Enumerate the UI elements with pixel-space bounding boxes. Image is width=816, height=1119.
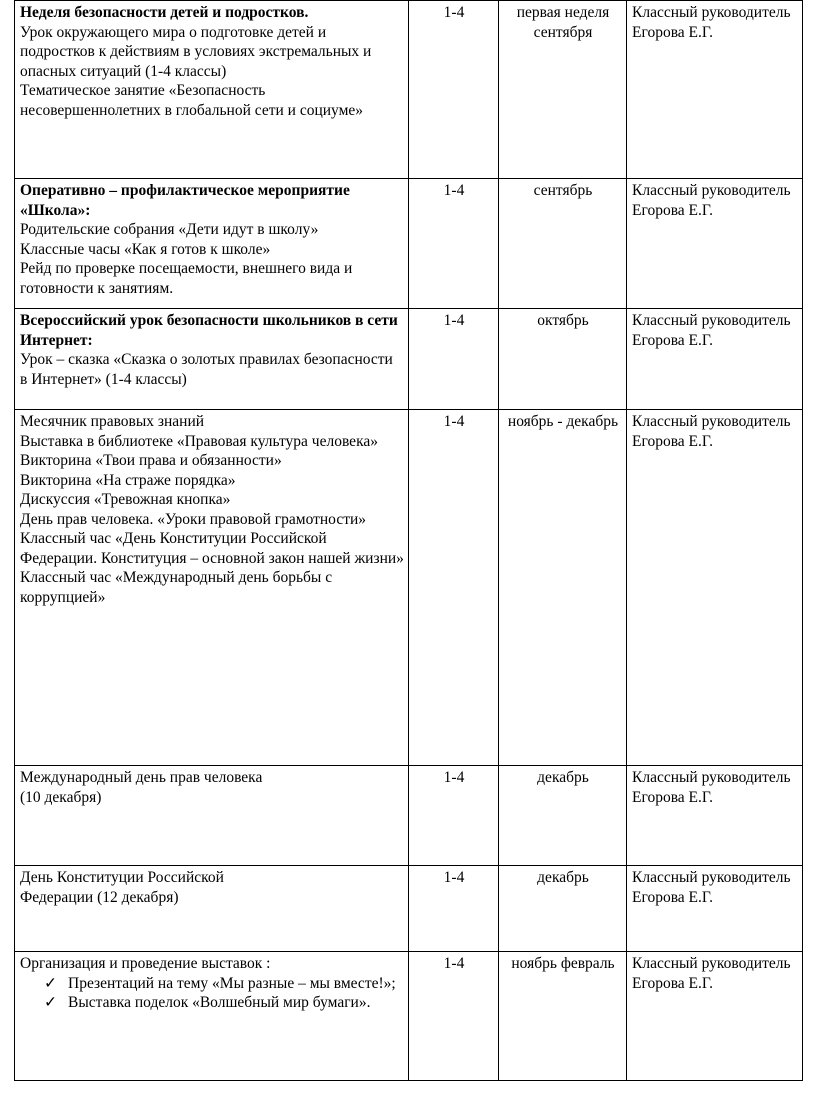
event-cell (15, 410, 409, 766)
event-cell (15, 1, 409, 179)
checkmark-icon: ✓ (44, 974, 57, 992)
grades-cell: 1-4 (409, 766, 499, 866)
event-line: Тематическое занятие «Безопасность несовершеннолетних в глобальной сети и социуме» (20, 82, 364, 119)
event-line: Федерации (12 декабря) (20, 888, 179, 906)
event-line: Классный час «Международный день борьбы с коррупцией» (20, 569, 333, 606)
event-line: Международный день прав человека (20, 769, 263, 786)
event-line: Организация и проведение выставок : (20, 955, 271, 972)
event-line: Родительские собрания «Дети идут в школу» (20, 221, 319, 238)
event-line: Выставка в библиотеке «Правовая культура человека» (20, 432, 378, 450)
event-line: Классные часы «Как я готов к школе» (20, 240, 271, 258)
grades-cell: 1-4 (409, 410, 499, 766)
event-cell (15, 866, 409, 952)
grades-cell: 1-4 (409, 952, 499, 1081)
event-line: (10 декабря) (20, 788, 102, 806)
table-row (15, 866, 803, 952)
event-line: Викторина «Твои права и обязанности» (20, 452, 282, 469)
responsible-cell: Классный руководитель Егорова Е.Г. (627, 766, 803, 866)
event-line: Дискуссия «Тревожная кнопка» (20, 491, 231, 508)
checkmark-icon: ✓ (44, 994, 57, 1011)
table-row (15, 309, 803, 410)
event-cell (15, 952, 409, 1081)
event-line: День Конституции Российской (20, 869, 224, 886)
responsible-cell: Классный руководитель Егорова Е.Г. (627, 952, 803, 1081)
responsible-cell: Классный руководитель Егорова Е.Г. (627, 1, 803, 179)
time-cell: декабрь (499, 866, 627, 952)
event-line: Викторина «На страже порядка» (20, 471, 236, 489)
responsible-cell: Классный руководитель Егорова Е.Г. (627, 410, 803, 766)
responsible-cell: Классный руководитель Егорова Е.Г. (627, 866, 803, 952)
time-cell: ноябрь - декабрь (499, 410, 627, 766)
exhibition-list (20, 974, 404, 1013)
event-cell (15, 309, 409, 410)
time-cell: сентябрь (499, 179, 627, 309)
event-title: Всероссийский урок безопасности школьников в сети Интернет: (20, 312, 398, 349)
table-row (15, 766, 803, 866)
time-cell: ноябрь февраль (499, 952, 627, 1081)
table-row (15, 1, 803, 179)
event-plan-body (15, 1, 803, 1081)
event-plan-table (14, 0, 803, 1081)
time-cell: декабрь (499, 766, 627, 866)
time-cell: октябрь (499, 309, 627, 410)
event-line: Месячник правовых знаний (20, 413, 205, 430)
event-title: Оперативно – профилактическое мероприятие «Школа»: (20, 182, 350, 219)
time-cell: первая неделя сентября (499, 1, 627, 179)
event-line: Рейд по проверке посещаемости, внешнего вида и готовности к занятиям. (20, 260, 353, 297)
table-row (15, 952, 803, 1081)
event-cell (15, 179, 409, 309)
grades-cell: 1-4 (409, 866, 499, 952)
grades-cell: 1-4 (409, 179, 499, 309)
grades-cell: 1-4 (409, 309, 499, 410)
event-line: Урок – сказка «Сказка о золотых правилах безопасности в Интернет» (1-4 классы) (20, 351, 393, 388)
table-row (15, 410, 803, 766)
responsible-cell: Классный руководитель Егорова Е.Г. (627, 309, 803, 410)
list-item (20, 974, 404, 994)
event-line: Классный час «День Конституции Российской Федерации. Конституция – основной закон нашей жизни» (20, 530, 404, 567)
event-line: Урок окружающего мира о подготовке детей и подростков к действиям в условиях экстремальных и опасных ситуаций (1-4 классы) (20, 23, 372, 80)
list-item-text: Выставка поделок «Волшебный мир бумаги». (68, 994, 371, 1011)
event-title: Неделя безопасности детей и подростков. (20, 4, 309, 21)
event-line: День прав человека. «Уроки правовой грамотности» (20, 510, 367, 528)
responsible-cell: Классный руководитель Егорова Е.Г. (627, 179, 803, 309)
table-row (15, 179, 803, 309)
list-item (20, 993, 404, 1013)
grades-cell: 1-4 (409, 1, 499, 179)
list-item-text: Презентаций на тему «Мы разные – мы вместе!»; (68, 974, 396, 992)
event-cell (15, 766, 409, 866)
